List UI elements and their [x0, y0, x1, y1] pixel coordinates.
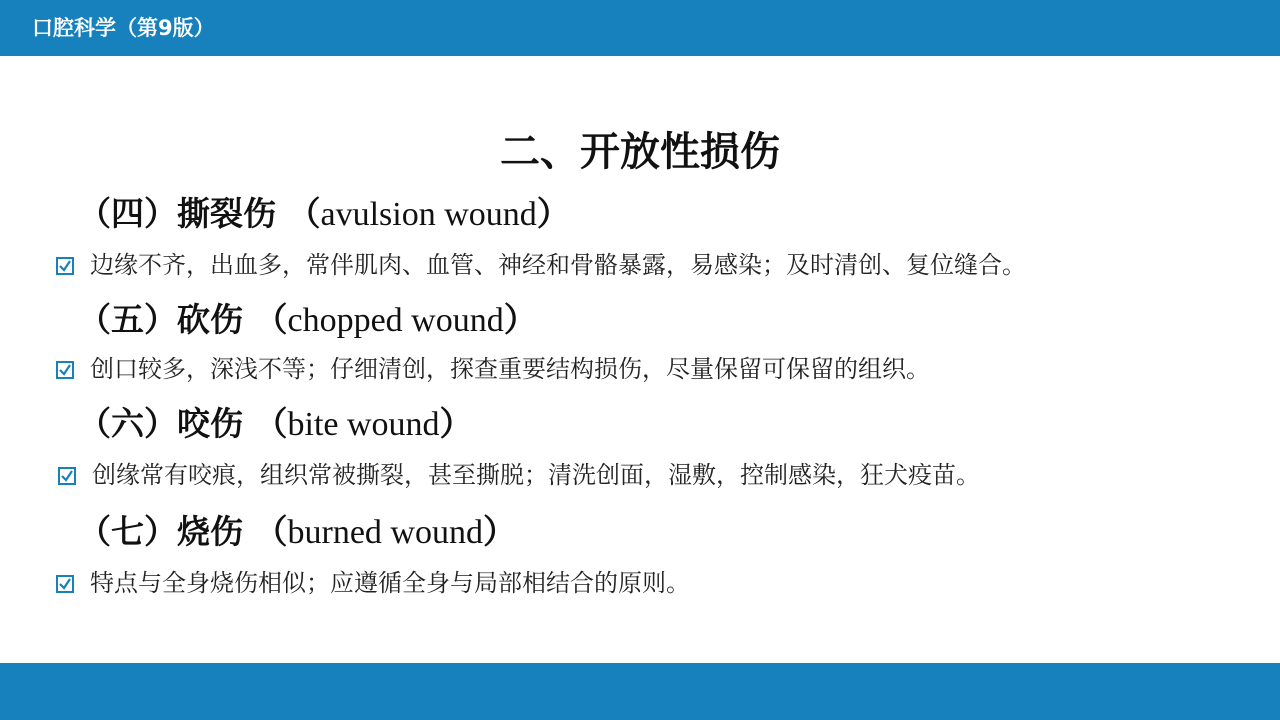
- bullet-text: 创缘常有咬痕，组织常被撕裂，甚至撕脱；清洗创面，湿敷，控制感染，狂犬疫苗。: [92, 461, 980, 489]
- section-heading-en: chopped wound: [287, 302, 504, 339]
- section-heading-cn: （五）砍伤: [78, 300, 255, 339]
- header-bar: [0, 0, 1280, 56]
- close-paren: ）: [503, 300, 537, 339]
- checkbox-checked-icon: [56, 257, 74, 275]
- section-heading-en: burned wound: [287, 514, 483, 551]
- section-heading-cn: （六）咬伤: [78, 404, 255, 443]
- section-heading-cn: （四）撕裂伤: [78, 194, 288, 233]
- section-heading-en: bite wound: [287, 406, 440, 443]
- section-heading-chopped: [78, 299, 537, 342]
- section-heading-avulsion: [78, 193, 570, 236]
- close-paren: ）: [482, 512, 516, 551]
- bullet-text: 特点与全身烧伤相似；应遵循全身与局部相结合的原则。: [90, 569, 690, 597]
- open-paren: （: [287, 194, 321, 233]
- section-heading-en: avulsion wound: [320, 196, 537, 233]
- slide-title-text: 二、开放性损伤: [500, 129, 780, 175]
- checkbox-checked-icon: [58, 467, 76, 485]
- section-heading-cn: （七）烧伤: [78, 512, 255, 551]
- close-paren: ）: [536, 194, 570, 233]
- close-paren: ）: [439, 404, 473, 443]
- open-paren: （: [254, 512, 288, 551]
- open-paren: （: [254, 300, 288, 339]
- section-heading-burned: [78, 511, 516, 554]
- footer-bar: [0, 663, 1280, 720]
- bullet-text: 边缘不齐，出血多，常伴肌肉、血管、神经和骨骼暴露，易感染；及时清创、复位缝合。: [90, 251, 1026, 279]
- section-heading-bite: [78, 403, 473, 446]
- checkbox-checked-icon: [56, 575, 74, 593]
- open-paren: （: [254, 404, 288, 443]
- course-title: 口腔科学（第9版）: [32, 16, 215, 40]
- slide-title: [0, 126, 1280, 178]
- checkbox-checked-icon: [56, 361, 74, 379]
- bullet-text: 创口较多，深浅不等；仔细清创，探查重要结构损伤，尽量保留可保留的组织。: [90, 355, 930, 383]
